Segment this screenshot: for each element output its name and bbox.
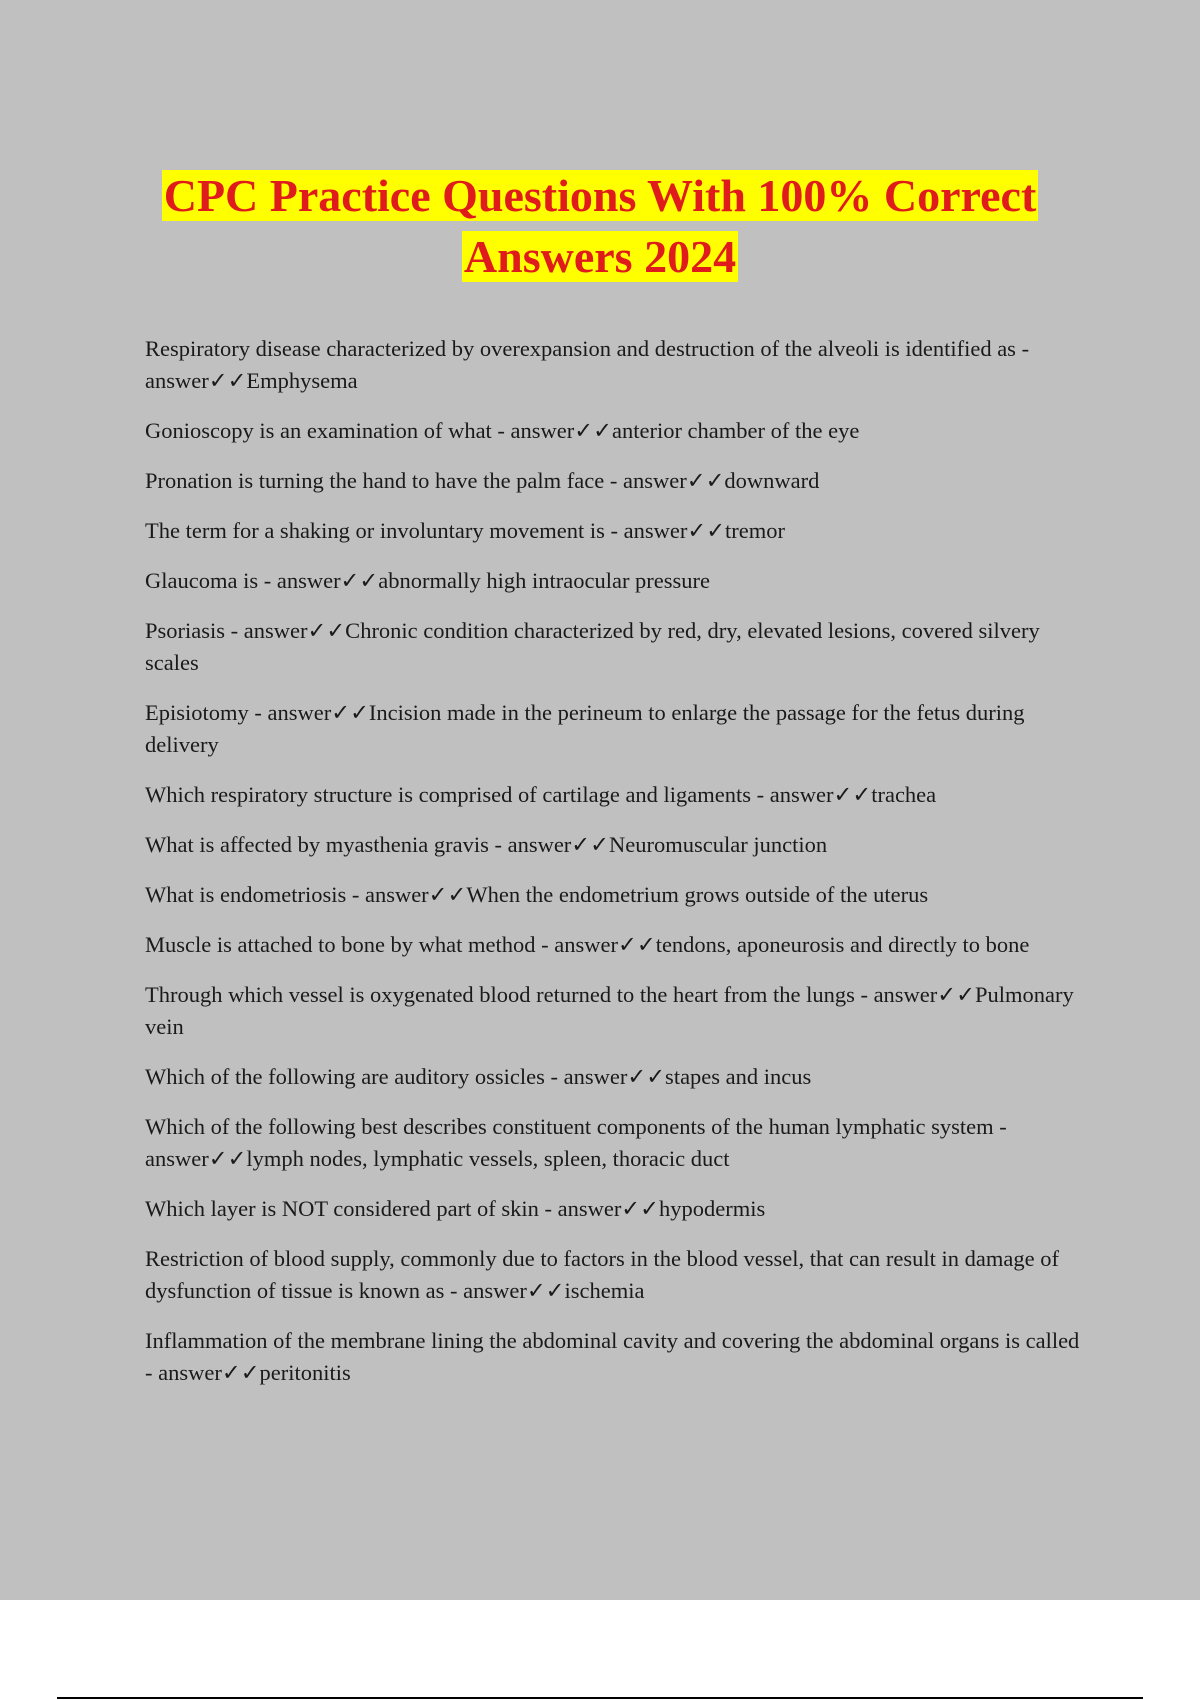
qa-item: Pronation is turning the hand to have the palm face - answer✓✓downward (145, 468, 820, 493)
footer-divider (57, 1697, 1143, 1699)
title-line-1: CPC Practice Questions With 100% Correct (163, 170, 1037, 221)
qa-item: The term for a shaking or involuntary movement is - answer✓✓tremor (145, 518, 786, 543)
qa-item: Respiratory disease characterized by overexpansion and destruction of the alveoli is identified as - answer✓✓Emphysema (145, 336, 1030, 393)
qa-item: Glaucoma is - answer✓✓abnormally high intraocular pressure (145, 568, 711, 593)
title-line-2: Answers 2024 (463, 231, 737, 282)
qa-list (145, 333, 1090, 1407)
qa-item: Which layer is NOT considered part of skin - answer✓✓hypodermis (145, 1196, 766, 1221)
page-title (0, 165, 1200, 287)
qa-item: Through which vessel is oxygenated blood returned to the heart from the lungs - answer✓✓Pulmonary vein (145, 982, 1074, 1039)
qa-item: What is endometriosis - answer✓✓When the endometrium grows outside of the uterus (145, 882, 929, 907)
qa-item: Episiotomy - answer✓✓Incision made in the perineum to enlarge the passage for the fetus during delivery (145, 700, 1025, 757)
qa-item: Psoriasis - answer✓✓Chronic condition characterized by red, dry, elevated lesions, covered silvery scales (145, 618, 1040, 675)
qa-item: Which of the following best describes constituent components of the human lymphatic system - answer✓✓lymph nodes, lymphatic vessels, spleen, thoracic duct (145, 1114, 1007, 1171)
qa-item: Muscle is attached to bone by what method - answer✓✓tendons, aponeurosis and directly to bone (145, 932, 1030, 957)
qa-item: Restriction of blood supply, commonly due to factors in the blood vessel, that can result in damage of dysfunction of tissue is known as - answer✓✓ischemia (145, 1246, 1059, 1303)
qa-item: Which respiratory structure is comprised of cartilage and ligaments - answer✓✓trachea (145, 782, 937, 807)
qa-item: Which of the following are auditory ossicles - answer✓✓stapes and incus (145, 1064, 812, 1089)
qa-item: What is affected by myasthenia gravis - answer✓✓Neuromuscular junction (145, 832, 828, 857)
qa-item: Inflammation of the membrane lining the abdominal cavity and covering the abdominal organs is called - answer✓✓peritonitis (145, 1328, 1080, 1385)
qa-item: Gonioscopy is an examination of what - answer✓✓anterior chamber of the eye (145, 418, 860, 443)
